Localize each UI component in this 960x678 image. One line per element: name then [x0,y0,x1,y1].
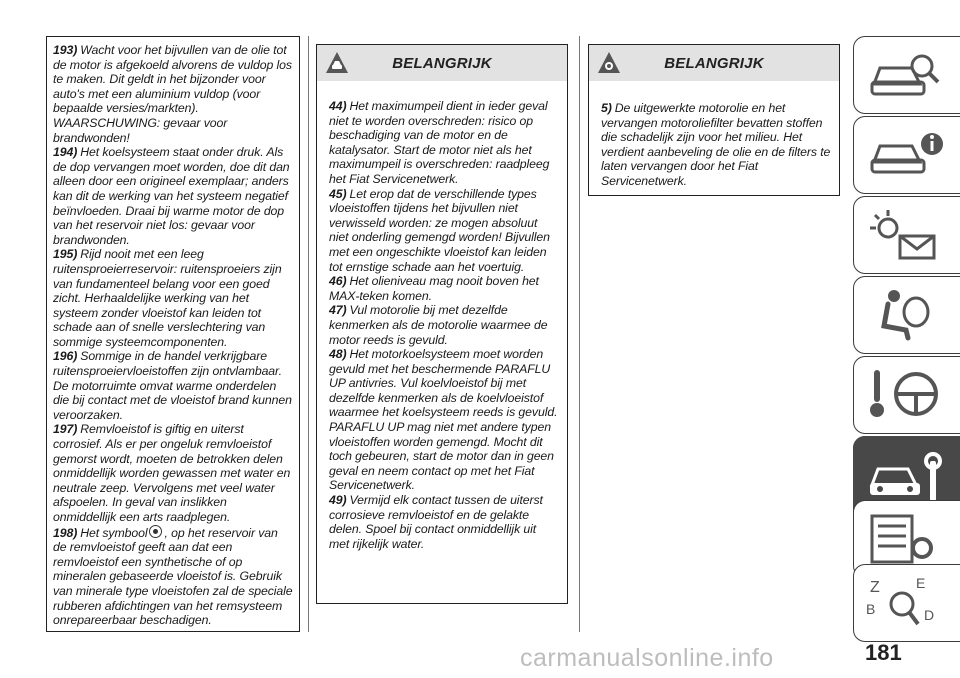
tab-index[interactable] [853,564,960,642]
tab-key-steering[interactable] [853,356,960,434]
important-title: BELANGRIJK [392,54,492,72]
important-box-middle [316,44,568,604]
note-47: 47) Vul motorolie bij met dezelfde kenmerken als de motorolie waarmee de motor reeds is gevuld. [329,303,548,347]
technical-data-icon [866,510,946,568]
note-45: 45) Let erop dat de verschillende types vloeistoffen tijdens het bijvullen niet verwisseld worden: ze mogen absoluut niet onderling gemengd worden! Bijvullen met een ongeschikte vloeistof kan leiden tot ernstige schade aan het voertuig. [329,186,550,274]
note-48: 48) Het motorkoelsysteem moet worden gevuld met het beschermende PARAFLU UP antivries. Vul koelvloeistof bij met dezelfde kenmerken als de koelvloeistof waarmee het koelsysteem reeds is gevuld. PARAFLU UP mag niet met andere typen vloeistoffen worden gemengd. Mocht dit toch gebeuren, start de motor dan in geen geval en neem contact op met het Fiat Servicenetwerk. [329,347,558,493]
tab-warning-lights[interactable] [853,196,960,274]
warning-environment-icon [597,51,621,75]
warning-car-icon [325,51,349,75]
important-body [317,81,567,559]
page-number: 181 [865,640,902,665]
note-196: 196) Sommige in de handel verkrijgbare ruitensproeiervloeistoffen zijn ontvlambaar. De motorruimte omvat warme onderdelen die bij contact met de vloeistof brand kunnen veroorzaken. [53,349,292,422]
tab-airbag[interactable] [853,276,960,354]
note-46: 46) Het olieniveau mag nooit boven het MAX-teken komen. [329,274,539,303]
index-search-icon [866,574,946,632]
svg-text:E: E [916,575,926,591]
note-49: 49) Vermijd elk contact tussen de uiterst corrosieve remvloeistof en de gelakte delen. Spoel bij contact onmiddellijk uit met rijkelijk water. [329,493,543,551]
note-193: 193) Wacht voor het bijvullen van de olie tot de motor is afgekoeld alvorens de vuldop los te maken. Dit geldt in het bijzonder voor auto's met een aluminium vuldop (voor bepaalde versies/markten). WAARSCHUWING: gevaar voor brandwonden! [53,43,292,145]
note-44: 44) Het maximumpeil dient in ieder geval niet te worden overschreden: risico op beschadiging van de motor en de katalysator. Start de motor niet als het maximumpeil is overschreden: raadpleeg het Fiat Servicenetwerk. [329,99,550,186]
warning-lights-icon [866,206,946,264]
note-195: 195) Rijd nooit met een leeg ruitensproeierreservoir: ruitensproeiers zijn van fundamenteel belang voor een goed zicht. Herhaaldelijke werking van het systeem zonder vloeistof kan leiden tot schade aan of snelle verslechtering van sommige systeemcomponenten. [53,247,282,349]
note-5: 5) De uitgewerkte motorolie en het vervangen motoroliefilter bevatten stoffen die schadelijk zijn voor het milieu. Het verdient aanbeveling de olie en de filters te laten vervangen door het Fiat Servicenetwerk. [601,101,831,188]
key-steering-wheel-icon [866,366,946,424]
svg-text:B: B [866,601,876,617]
tab-car-search[interactable] [853,36,960,114]
watermark: carmanualsonline.info [520,644,774,672]
important-title: BELANGRIJK [664,54,764,72]
important-banner [317,45,567,81]
note-194: 194) Het koelsysteem staat onder druk. Als de dop vervangen moet worden, doe dit dan alleen door een origineel exemplaar; anders kan dit de werking van het systeem negatief beïnvloeden. Draai bij warme motor de dop van het reservoir niet los: gevaar voor brandwonden. [53,145,290,247]
car-search-icon [866,46,946,104]
note-198: 198) Het symbool , op het reservoir van de remvloeistof geeft aan dat een remvloeistof een synthetische of op mineralen gebaseerde vloeistof is. Gebruik van minerale type vloeistofen zal de speciale rubberen afdichtingen van het remsysteem onrepareerbaar beschadigen. [53,525,293,628]
airbag-seat-icon [866,286,946,344]
column-divider [579,36,580,632]
brake-fluid-symbol-icon [149,525,162,538]
important-box-right [588,44,840,196]
svg-text:Z: Z [870,579,880,596]
column-divider [308,36,309,632]
note-197: 197) Remvloeistof is giftig en uiterst corrosief. Als er per ongeluk remvloeistof gemorst wordt, moeten de betrokken delen onmiddellijk worden gewassen met water en neutrale zeep. Vervolgens met veel water afspoelen. In geval van inslikken onmiddellijk een arts raadplegen. [53,422,291,524]
tab-car-info[interactable] [853,116,960,194]
important-banner [589,45,839,81]
car-info-icon [866,126,946,184]
svg-text:D: D [924,607,935,623]
left-note-box [46,36,300,632]
important-body [589,81,839,197]
